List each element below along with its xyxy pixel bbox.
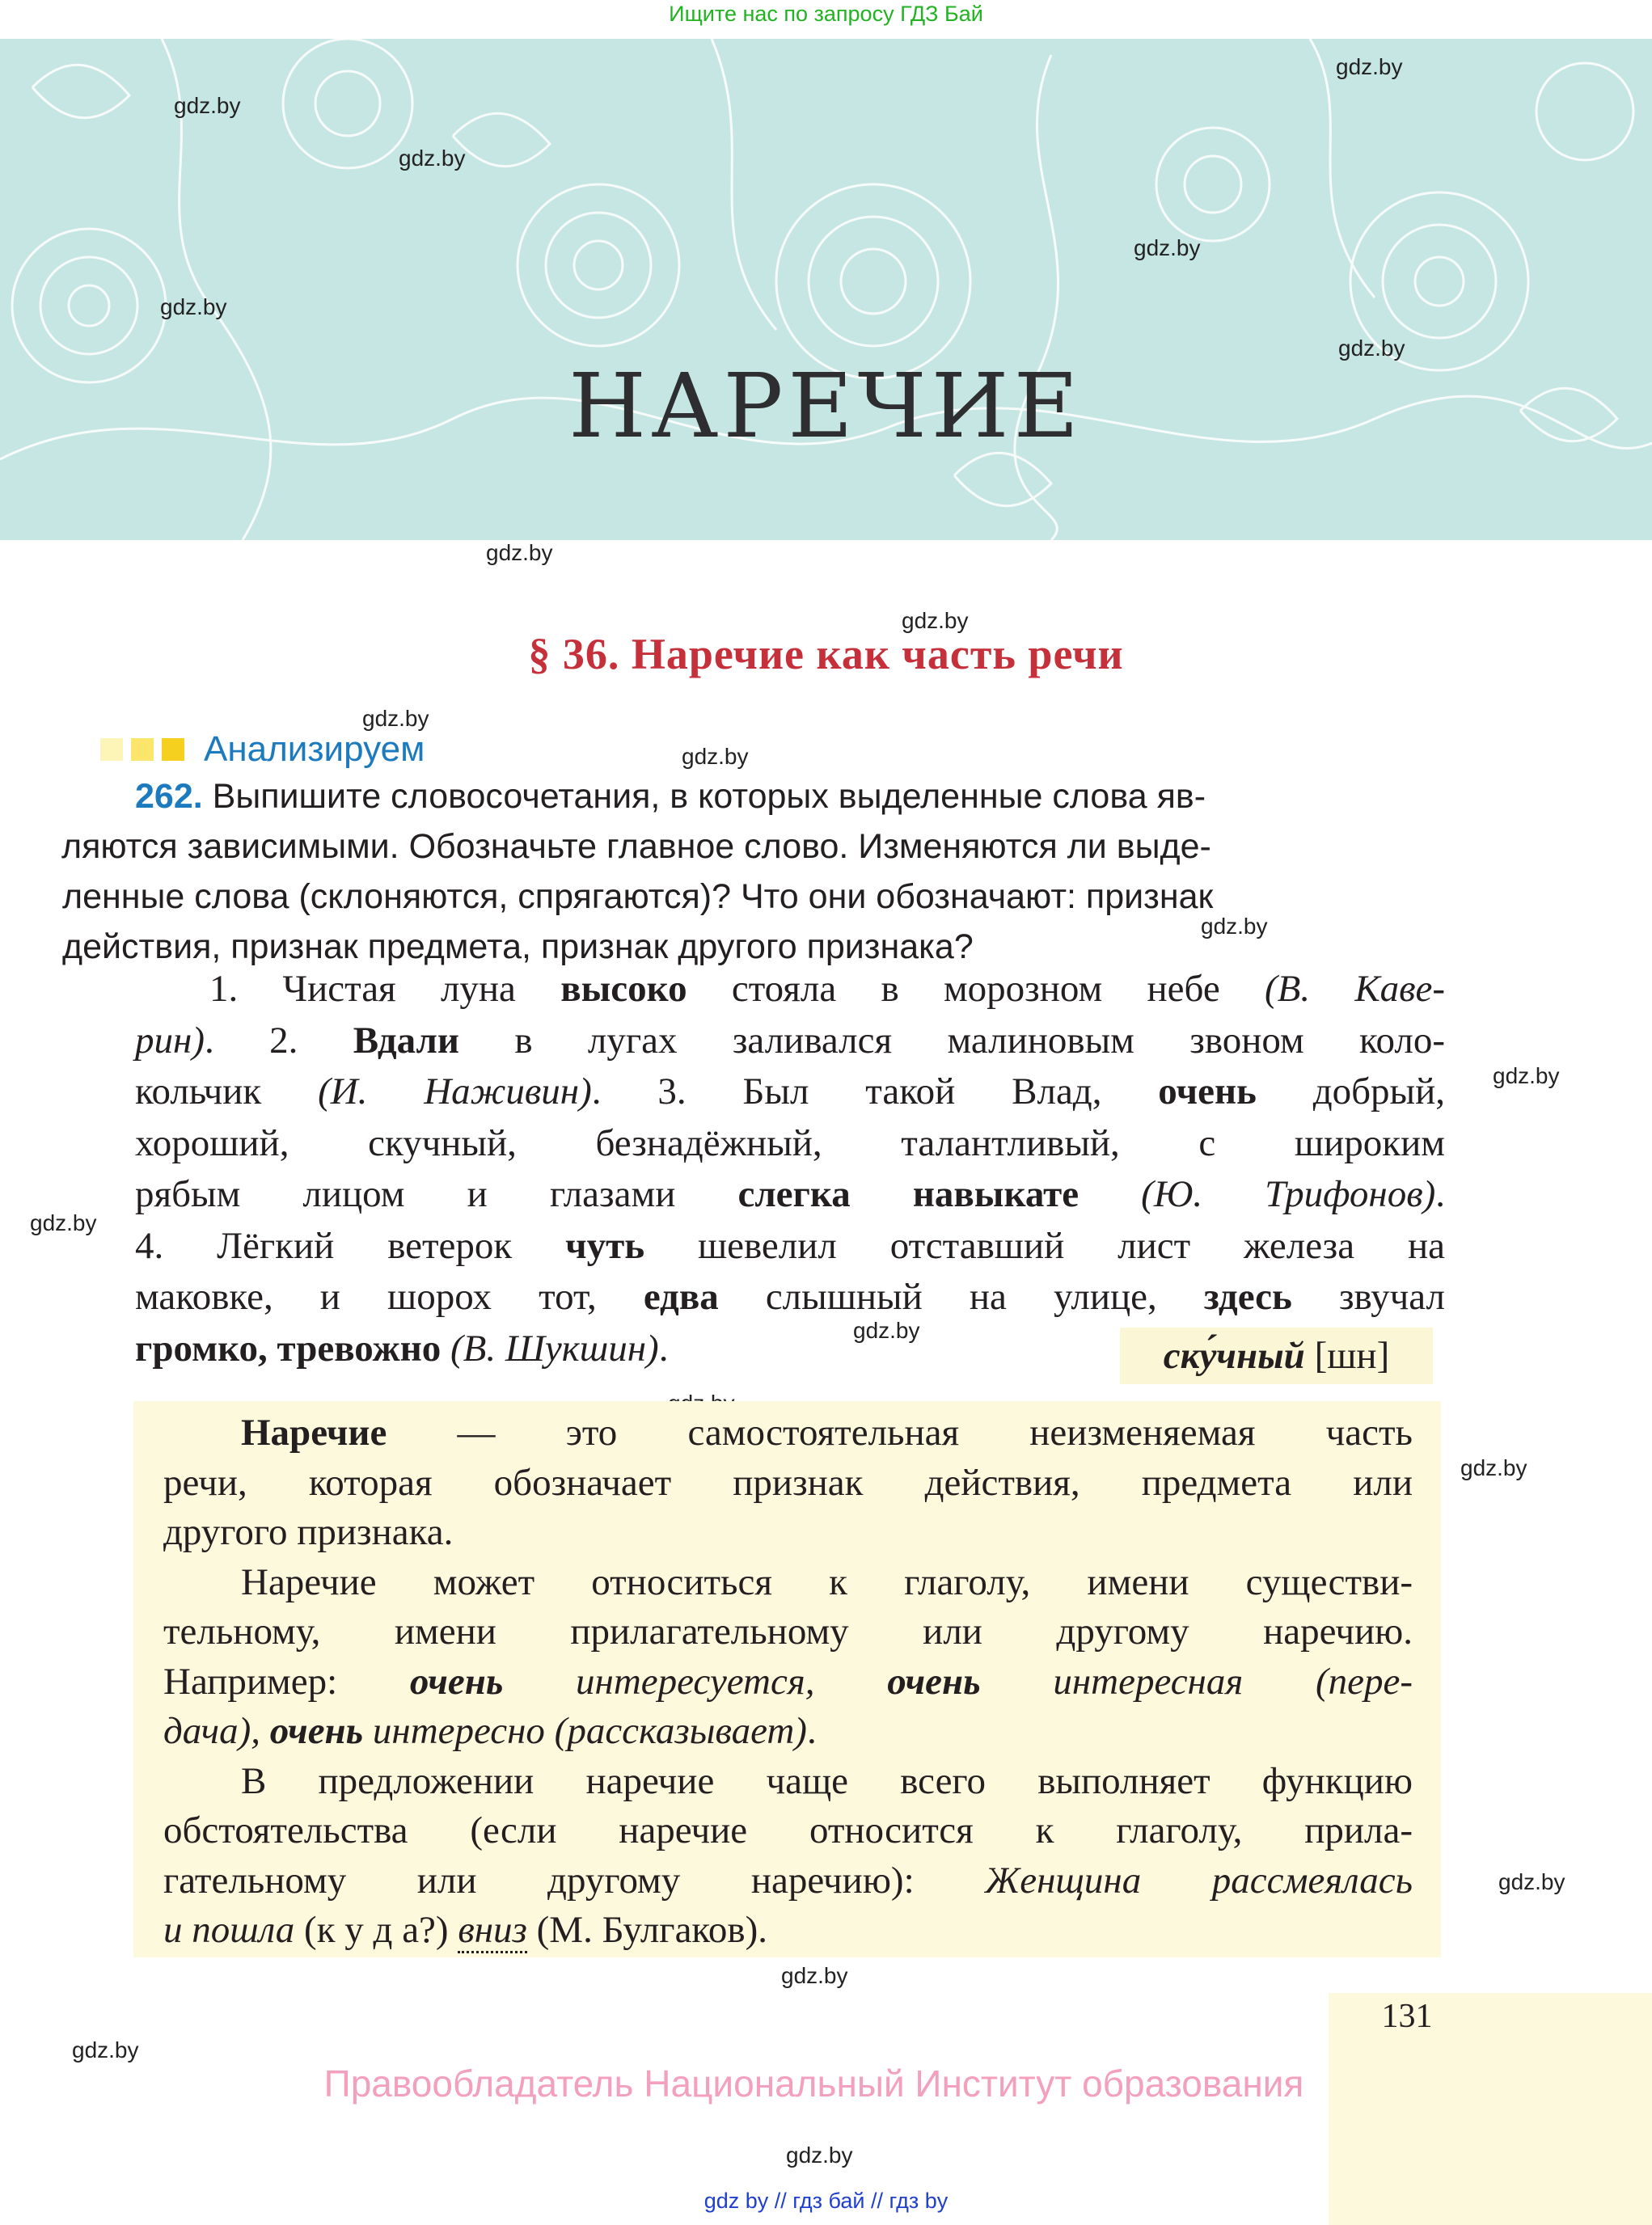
watermark: gdz.by [1460, 1455, 1527, 1480]
watermark: gdz.by [486, 540, 553, 565]
rubric-analyze [100, 729, 425, 770]
watermark: gdz.by [786, 2143, 853, 2168]
watermark: gdz.by [30, 1210, 97, 1235]
author: (И. Наживин) [318, 1070, 592, 1112]
example-word: очень [409, 1660, 504, 1703]
rubric-square-icon [100, 738, 123, 761]
watermark: gdz.by [362, 706, 429, 731]
watermark: gdz.by [174, 93, 241, 118]
exercise-excerpt: 1. Чистая луна высоко стояла в морозном небе (В. Каве- рин). 2. Вдали в лугах заливался малиновым звоном коло- кольчик (И. Наживин). 3. Был такой Влад, очень добрый, хороший, скучный, безнадёжный, талантливый, с широким рябым лицом и глазами слегка навыкате (Ю. Трифонов). 4. Лёгкий ветерок чуть шевелил отставший лист железа на маковке, и шорох тот, едва слышный на улице, здесь звучал громко, тревожно (В. Шукшин). [135, 968, 1446, 1370]
watermark: gdz.by [160, 294, 227, 319]
footer-links[interactable]: gdz by // гдз бай // гдз by [703, 2189, 949, 2213]
highlighted-word: едва [643, 1276, 719, 1318]
task-text: ляются зависимыми. Обозначьте главное слово. Изменяются ли выде- [61, 827, 1211, 866]
rule-term: Наречие [241, 1412, 387, 1454]
watermark: gdz.by [902, 608, 969, 633]
highlighted-word: Вдали [353, 1019, 460, 1062]
rubric-square-icon [162, 738, 184, 761]
chapter-banner [0, 39, 1652, 540]
watermark: gdz.by [781, 1963, 848, 1988]
author: рин) [135, 1019, 205, 1062]
search-hint: Ищите нас по запросу ГДЗ Бай [669, 2, 983, 26]
orthoepy-word: ску́чный [1163, 1335, 1305, 1377]
watermark: gdz.by [853, 1318, 920, 1343]
author: (В. Каве- [1264, 968, 1445, 1010]
highlighted-word: слегка навыкате [737, 1173, 1080, 1215]
orthoepy-note [1120, 1328, 1433, 1384]
watermark: gdz.by [1493, 1063, 1560, 1088]
highlighted-word: громко, тревожно [135, 1327, 442, 1370]
exercise-number: 262. [135, 777, 203, 816]
watermark: gdz.by [1338, 336, 1405, 361]
watermark: gdz.by [1336, 54, 1403, 79]
example-word: очень [269, 1710, 364, 1752]
watermark: gdz.by [72, 2037, 139, 2062]
task-text: Выпишите словосочетания, в которых выделенные слова яв- [212, 777, 1206, 816]
watermark: gdz.by [399, 146, 466, 171]
section-title: § 36. Наречие как часть речи [528, 630, 1124, 678]
rule-text: Наречие — это самостоятельная неизменяемая часть речи, которая обозначает признак действия, предмета или другого признака. Наречие может относиться к глаголу, имени существи- тельному, имени прилагательному или другому наречию. Например: очень интересуется, очень интересная (пере- дача), очень интересно (рассказывает). В предложении наречие чаще всего выполняет функцию обстоятельства (если наречие относится к глаголу, прила- гательному или другому наречию): Женщина рассмеялась и пошла (к у д а?) вниз (М. Булгаков). [163, 1408, 1413, 1956]
page-number: 131 [1381, 1998, 1433, 2035]
floral-ornament [0, 39, 1652, 540]
watermark: gdz.by [1134, 235, 1201, 260]
watermark: gdz.by [1498, 1869, 1565, 1894]
example-word: очень [887, 1660, 981, 1703]
highlighted-word: чуть [565, 1224, 645, 1267]
author: (Ю. Трифонов) [1141, 1173, 1436, 1215]
highlighted-word: высоко [560, 968, 687, 1010]
watermark: gdz.by [1201, 914, 1268, 939]
rubric-square-icon [131, 738, 154, 761]
orthoepy-sound: [шн] [1314, 1335, 1390, 1377]
example-adverb: вниз [458, 1909, 527, 1953]
rubric-label: Анализируем [204, 729, 425, 769]
chapter-title: НАРЕЧИЕ [568, 354, 1084, 458]
highlighted-word: очень [1158, 1070, 1257, 1112]
watermark: gdz.by [682, 744, 749, 769]
copyright-notice: Правообладатель Национальный Институт образования [323, 2062, 1304, 2105]
highlighted-word: здесь [1203, 1276, 1292, 1318]
task-text: ленные слова (склоняются, спрягаются)? Что они обозначают: признак [62, 877, 1214, 916]
author: (В. Шукшин) [450, 1327, 659, 1370]
task-text: действия, признак предмета, признак другого признака? [62, 927, 974, 966]
exercise-task [61, 771, 1437, 972]
